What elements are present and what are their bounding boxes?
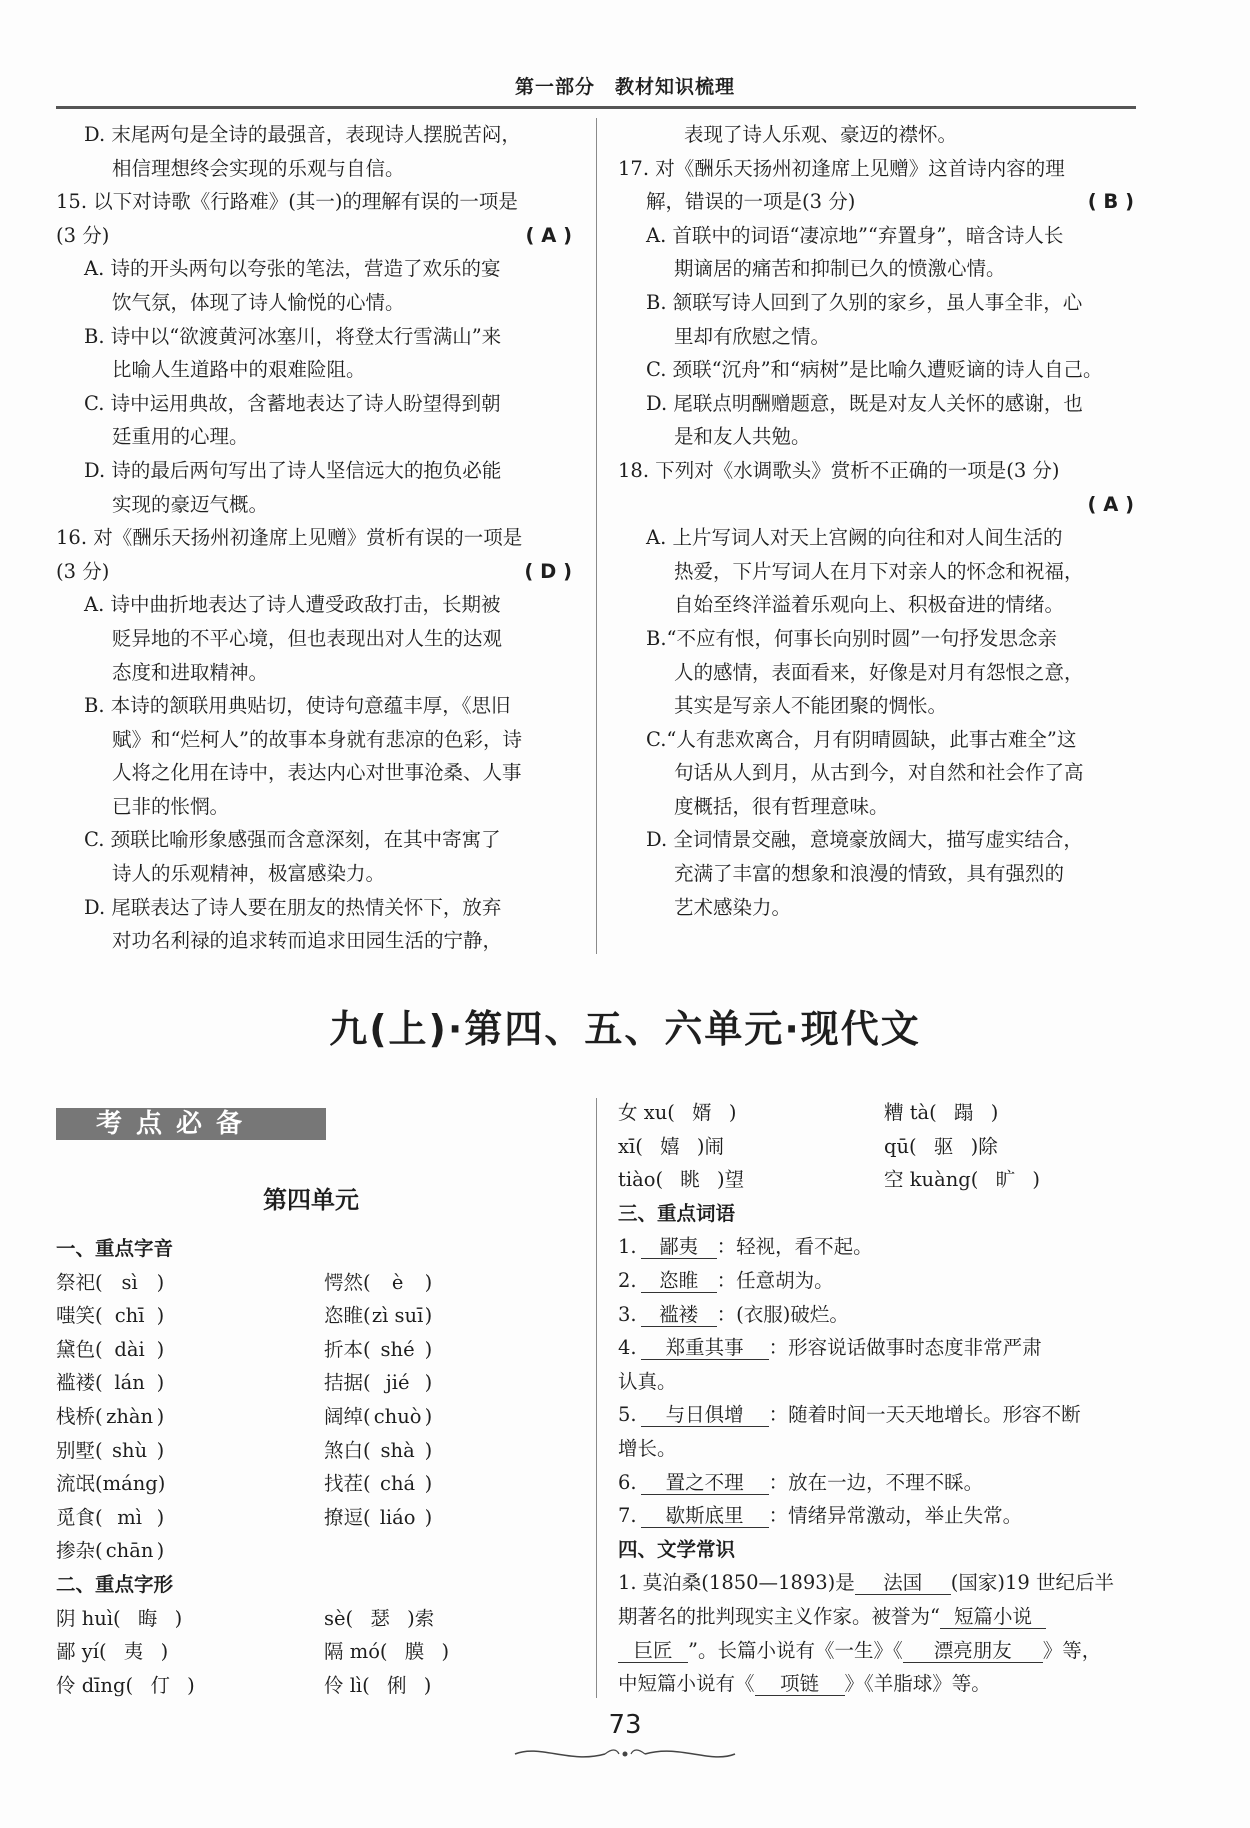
character-item: 伶 dīng( 仃 )	[56, 1669, 324, 1703]
pronunciation-item: 褴褛( lán )	[56, 1366, 324, 1400]
blank-country: 法国	[855, 1572, 951, 1595]
option-18a: A. 上片写词人对天上宫阙的向往和对人间生活的 热爱，下片写词人在月下对亲人的怀念和祝福， 自始至终洋溢着乐观向上、积极奋进的情绪。	[646, 526, 1084, 617]
answer-15: ( A )	[525, 223, 572, 247]
character-item: 伶 lì( 俐 )	[324, 1669, 584, 1703]
answer-blank: shù	[112, 1438, 148, 1462]
pronunciation-item: 栈桥( zhàn )	[56, 1400, 324, 1434]
vocabulary-item: 2. 恣睢 ：任意胡为。	[618, 1268, 834, 1292]
pronunciation-item: 掺杂( chān )	[56, 1534, 324, 1568]
option-16a: A. 诗中曲折地表达了诗人遭受政敌打击，长期被 贬异地的不平心境，但也表现出对人生的达观 态度和进取精神。	[84, 593, 503, 684]
answer-blank: dài	[114, 1337, 145, 1361]
vocabulary-item: 6. 置之不理 ：放在一边，不理不睬。	[618, 1470, 984, 1494]
question-17: 17. 对《酬乐天扬州初逢席上见赠》这首诗内容的理 解，错误的一项是(3 分) ( B ) A. 首联中的词语“凄凉地”“弃置身”，暗含诗人长 期谪居的痛苦和抑制已久的愤激心情。 B. 颔联写诗人回到了久别的家乡，虽人事全非，心 里却有欣慰之情。 C. 颈联“沉舟”和“病树”是比喻久遭贬谪的诗人自己。 D. 尾联点明酬赠题意，既是对友人关怀的感谢，也 是和友人共勉。	[618, 152, 1138, 454]
pronunciation-item: 祭祀( sì )	[56, 1266, 324, 1300]
answer-blank: máng	[102, 1472, 158, 1496]
pronunciation-item: 找茬( chá )	[324, 1467, 584, 1501]
answer-18: ( A )	[1087, 492, 1134, 516]
ornament-icon	[510, 1742, 740, 1766]
question-15: 15. 以下对诗歌《行路难》(其一)的理解有误的一项是 (3 分) ( A ) A. 诗的开头两句以夸张的笔法，营造了欢乐的宴 饮气氛，体现了诗人愉悦的心情。 B. 诗中以“欲渡黄河冰塞川，将登太行雪满山”来 比喻人生道路中的艰难险阻。 C. 诗中运用典故，含蓄地表达了诗人盼望得到朝 廷重用的心理。 D. 诗的最后两句写出了诗人坚信远大的抱负必能 实现的豪迈气概。	[56, 185, 576, 521]
answer-blank: chuò	[373, 1404, 422, 1428]
pronunciation-item: 撩逗( liáo )	[324, 1501, 584, 1535]
vocabulary-heading: 三、重点词语	[618, 1201, 736, 1225]
unit-title: 第四单元	[263, 1186, 359, 1214]
left-column	[56, 118, 576, 958]
answer-blank: liáo	[379, 1505, 416, 1529]
pronunciation-item: 流氓(máng)	[56, 1467, 324, 1501]
character-item: 女 xu( 婿 )	[618, 1096, 884, 1130]
character-item: 隔 mó( 膜 )	[324, 1635, 584, 1669]
option-16d: D. 尾联表达了诗人要在朋友的热情关怀下，放弃 对功名利禄的追求转而追求田园生活的宁静，	[84, 895, 503, 953]
option-16d-continued: 表现了诗人乐观、豪迈的襟怀。	[684, 123, 958, 146]
option-16b: B. 本诗的颔联用典贴切，使诗句意蕴丰厚，《思旧 赋》和“烂柯人”的故事本身就有悲凉的色彩，诗 人将之化用在诗中，表达内心对世事沧桑、人事 已非的怅惘。	[84, 694, 522, 818]
right-lower-section	[618, 1096, 1138, 1701]
characters-grid	[56, 1602, 586, 1703]
answer-blank: zì suī	[371, 1304, 424, 1328]
header-rule	[56, 106, 1136, 109]
characters-heading: 二、重点字形	[56, 1572, 174, 1596]
pronunciation-grid	[56, 1266, 586, 1568]
literature-item: 1. 莫泊桑(1850—1893)是 法国 (国家)19 世纪后半 期著名的批判现实主义作家。被誉为“ 短篇小说 巨匠 ”。长篇小说有《一生》《 漂亮朋友 》等， 中短篇小说有《 项链 》《羊脂球》等。	[618, 1571, 1115, 1696]
answer-blank: 晦	[137, 1606, 158, 1630]
answer-blank: shà	[380, 1438, 415, 1462]
answer-blank: 旷	[995, 1168, 1016, 1192]
vocabulary-word: 鄙夷	[641, 1236, 717, 1259]
key-points-banner: 考点必备	[56, 1108, 326, 1140]
option-17b: B. 颔联写诗人回到了久别的家乡，虽人事全非，心 里却有欣慰之情。	[646, 290, 1083, 348]
vocabulary-word: 恣睢	[641, 1270, 717, 1293]
vocabulary-word: 歇斯底里	[641, 1505, 769, 1528]
vocabulary-word: 与日俱增	[641, 1404, 769, 1427]
question-16: 16. 对《酬乐天扬州初逢席上见赠》赏析有误的一项是 (3 分) ( D ) A. 诗中曲折地表达了诗人遭受政敌打击，长期被 贬异地的不平心境，但也表现出对人生的达观 态度和进取精神。 B. 本诗的颔联用典贴切，使诗句意蕴丰厚，《思旧 赋》和“烂柯人”的故事本身就有悲凉的色彩，诗 人将之化用在诗中，表达内心对世事沧桑、人事 已非的怅惘。 C. 颈联比喻形象感强而含意深刻，在其中寄寓了 诗人的乐观精神，极富感染力。 D. 尾联表达了诗人要在朋友的热情关怀下，放弃 对功名利禄的追求转而追求田园生活的宁静，	[56, 521, 576, 958]
vocabulary-item: 4. 郑重其事 ：形容说话做事时态度非常严肃 认真。	[618, 1336, 1042, 1393]
answer-blank: è	[391, 1270, 404, 1294]
answer-17: ( B )	[1087, 190, 1134, 214]
pronunciation-section	[56, 1232, 586, 1702]
question-18: 18. 下列对《水调歌头》赏析不正确的一项是(3 分) ( A ) A. 上片写词人对天上宫阙的向往和对人间生活的 热爱，下片写词人在月下对亲人的怀念和祝福， 自始至终洋溢着乐观向上、积极奋进的情绪。 B.“不应有恨，何事长向别时圆”一句抒发思念亲 人的感情，表面看来，好像是对月有怨恨之意， 其实是写亲人不能团聚的惆怅。 C.“人有悲欢离合，月有阴晴圆缺，此事古难全”这 句话从人到月，从古到今，对自然和社会作了高 度概括，很有哲理意味。 D. 全词情景交融，意境豪放阔大，描写虚实结合， 充满了丰富的想象和浪漫的情致，具有强烈的 艺术感染力。	[618, 454, 1138, 924]
page-number: 73	[608, 1710, 642, 1740]
literature-heading: 四、文学常识	[618, 1537, 736, 1561]
answer-16: ( D )	[524, 559, 572, 583]
option-18b: B.“不应有恨，何事长向别时圆”一句抒发思念亲 人的感情，表面看来，好像是对月有怨恨之意， 其实是写亲人不能团聚的惆怅。	[646, 626, 1084, 718]
vocabulary-item: 5. 与日俱增 ：随着时间一天天地增长。形容不断 增长。	[618, 1403, 1081, 1460]
answer-blank: mì	[117, 1505, 142, 1529]
character-item: sè( 瑟 )索	[324, 1602, 584, 1636]
blank-title2: 巨匠	[618, 1640, 688, 1663]
option-15c: C. 诗中运用典故，含蓄地表达了诗人盼望得到朝 廷重用的心理。	[84, 391, 501, 449]
answer-blank: chá	[380, 1472, 416, 1496]
answer-blank: 蹋	[954, 1101, 974, 1124]
character-item: qū( 驱 )除	[884, 1130, 1138, 1164]
option-17d: D. 尾联点明酬赠题意，既是对友人关怀的感谢，也 是和友人共勉。	[646, 391, 1083, 449]
character-item: 空 kuàng( 旷 )	[884, 1163, 1138, 1197]
answer-blank: 俐	[387, 1673, 407, 1697]
pronunciation-item: 别墅( shù )	[56, 1434, 324, 1468]
answer-blank: 眺	[680, 1168, 700, 1192]
pronunciation-item: 拮据( jié )	[324, 1366, 584, 1400]
pronunciation-item: 愕然( è )	[324, 1266, 584, 1300]
vocabulary-word: 褴褛	[641, 1304, 717, 1327]
characters-grid-right	[618, 1096, 1138, 1197]
answer-blank: 瑟	[370, 1606, 390, 1630]
option-15b: B. 诗中以“欲渡黄河冰塞川，将登太行雪满山”来 比喻人生道路中的艰难险阻。	[84, 324, 502, 382]
vocabulary-list	[618, 1230, 1138, 1532]
option-16c: C. 颈联比喻形象感强而含意深刻，在其中寄寓了 诗人的乐观精神，极富感染力。	[84, 828, 501, 886]
running-header: 第一部分 教材知识梳理	[514, 76, 735, 98]
character-item: 糟 tà( 蹋 )	[884, 1096, 1138, 1130]
answer-blank: zhàn	[106, 1404, 154, 1428]
vocabulary-word: 郑重其事	[641, 1337, 769, 1360]
pronunciation-item: 煞白( shà )	[324, 1434, 584, 1468]
vocabulary-item: 3. 褴褛 ：(衣服)破烂。	[618, 1302, 849, 1326]
answer-blank: chān	[105, 1539, 154, 1563]
answer-blank: 驱	[933, 1134, 954, 1158]
answer-blank: 嬉	[660, 1134, 680, 1158]
answer-blank: lán	[114, 1371, 145, 1395]
answer-blank: sì	[121, 1270, 138, 1294]
blank-story: 项链	[755, 1673, 845, 1696]
blank-novel: 漂亮朋友	[903, 1640, 1043, 1663]
answer-blank: jié	[385, 1371, 410, 1395]
answer-blank: shé	[380, 1337, 415, 1361]
character-item: xī( 嬉 )闹	[618, 1130, 884, 1164]
pronunciation-item: 黛色( dài )	[56, 1333, 324, 1367]
character-item: tiào( 眺 )望	[618, 1163, 884, 1197]
option-18d: D. 全词情景交融，意境豪放阔大，描写虚实结合， 充满了丰富的想象和浪漫的情致，具有强烈的 艺术感染力。	[646, 828, 1083, 919]
option-15a: A. 诗的开头两句以夸张的笔法，营造了欢乐的宴 饮气氛，体现了诗人愉悦的心情。	[84, 257, 501, 314]
section-title: 九(上)·第四、五、六单元·现代文	[329, 1007, 921, 1051]
answer-blank: 婿	[692, 1101, 712, 1124]
pronunciation-item: 恣睢(zì suī)	[324, 1299, 584, 1333]
right-column	[618, 118, 1138, 924]
vocabulary-word: 置之不理	[641, 1472, 769, 1495]
answer-blank: chī	[114, 1304, 145, 1328]
option-17c: C. 颈联“沉舟”和“病树”是比喻久遭贬谪的诗人自己。	[646, 358, 1103, 382]
pronunciation-item: 阔绰( chuò )	[324, 1400, 584, 1434]
pronunciation-heading: 一、重点字音	[56, 1237, 174, 1260]
option-18c: C.“人有悲欢离合，月有阴晴圆缺，此事古难全”这 句话从人到月，从古到今，对自然和社会作了高 度概括，很有哲理意味。	[646, 727, 1084, 818]
character-item: 鄙 yí( 夷 )	[56, 1635, 324, 1669]
vocabulary-item: 7. 歇斯底里 ：情绪异常激动，举止失常。	[618, 1504, 1023, 1528]
character-item: 阴 huì( 晦 )	[56, 1602, 324, 1636]
option-17a: A. 首联中的词语“凄凉地”“弃置身”，暗含诗人长 期谪居的痛苦和抑制已久的愤激心情。	[646, 223, 1064, 281]
column-divider-lower	[596, 1098, 597, 1698]
answer-blank: 仃	[150, 1673, 170, 1697]
blank-title1: 短篇小说	[940, 1606, 1046, 1629]
column-divider	[596, 118, 597, 954]
option-14d: D. 末尾两句是全诗的最强音，表现诗人摆脱苦闷， 相信理想终会实现的乐观与自信。	[84, 123, 521, 180]
pronunciation-item: 觅食( mì )	[56, 1501, 324, 1535]
answer-blank: 夷	[123, 1640, 144, 1664]
pronunciation-item: 嗤笑( chī )	[56, 1299, 324, 1333]
vocabulary-item: 1. 鄙夷 ：轻视，看不起。	[618, 1235, 873, 1259]
pronunciation-item: 折本( shé )	[324, 1333, 584, 1367]
answer-blank: 膜	[404, 1640, 425, 1664]
option-15d: D. 诗的最后两句写出了诗人坚信远大的抱负必能 实现的豪迈气概。	[84, 458, 502, 516]
